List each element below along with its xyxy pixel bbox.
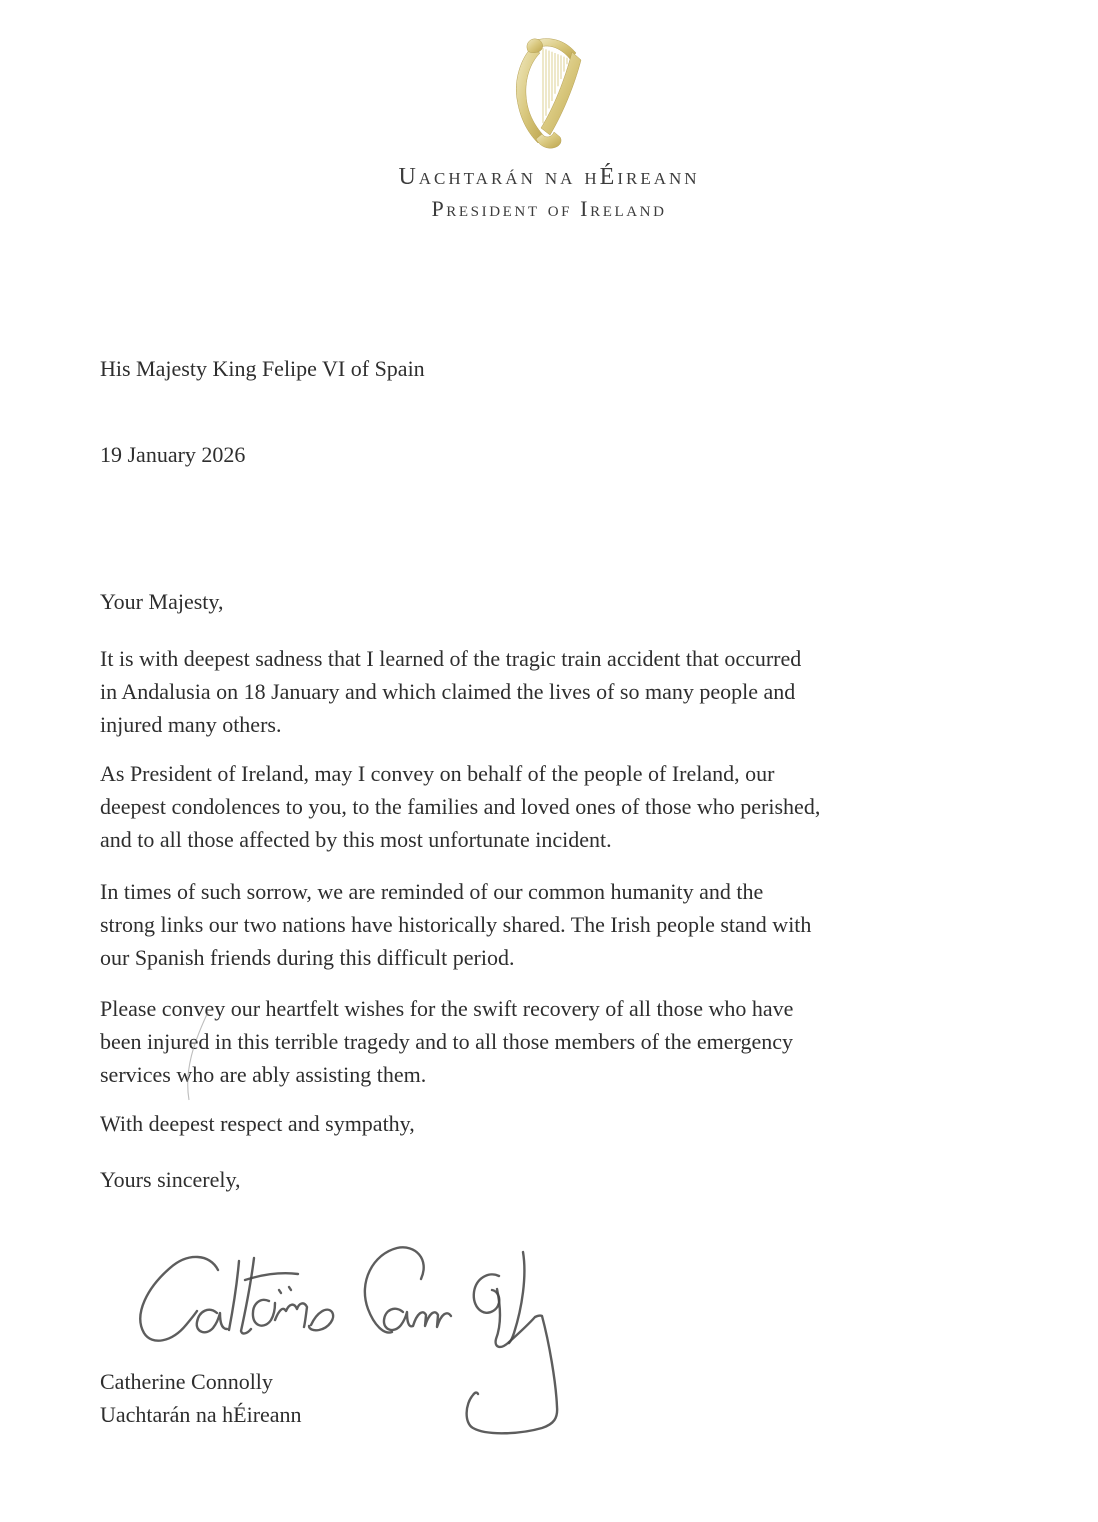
letterhead-title-english: President of Ireland bbox=[431, 196, 667, 221]
signer-block bbox=[100, 1365, 302, 1431]
paragraph-4-line-2: been injured in this terrible tragedy and to all those members of the emergency bbox=[100, 1029, 793, 1054]
paragraph-2-line-3: and to all those affected by this most unfortunate incident. bbox=[100, 827, 612, 852]
paragraph-3-line-3: our Spanish friends during this difficult period. bbox=[100, 945, 515, 970]
paragraph-2 bbox=[100, 757, 820, 856]
signature-handwriting bbox=[118, 1232, 588, 1467]
recipient-line: His Majesty King Felipe VI of Spain bbox=[100, 356, 425, 381]
letterhead-title-irish: Uachtarán na hÉireann bbox=[398, 164, 700, 190]
paragraph-1-line-3: injured many others. bbox=[100, 712, 282, 737]
paragraph-2-line-1: As President of Ireland, may I convey on behalf of the people of Ireland, our bbox=[100, 761, 775, 786]
signer-title: Uachtarán na hÉireann bbox=[100, 1402, 302, 1427]
paragraph-4-line-1: Please convey our heartfelt wishes for the swift recovery of all those who have bbox=[100, 996, 794, 1021]
paragraph-1-line-2: in Andalusia on 18 January and which claimed the lives of so many people and bbox=[100, 679, 796, 704]
paragraph-3-line-1: In times of such sorrow, we are reminded of our common humanity and the bbox=[100, 879, 764, 904]
paragraph-4-line-3: services who are ably assisting them. bbox=[100, 1062, 427, 1087]
scan-crease-artifact bbox=[182, 1008, 216, 1104]
closing-line: With deepest respect and sympathy, bbox=[100, 1111, 415, 1136]
date-line: 19 January 2026 bbox=[100, 442, 246, 467]
signoff-line: Yours sincerely, bbox=[100, 1167, 241, 1192]
paragraph-2-line-2: deepest condolences to you, to the families and loved ones of those who perished, bbox=[100, 794, 821, 819]
paragraph-3 bbox=[100, 875, 811, 974]
paragraph-1-line-1: It is with deepest sadness that I learned of the tragic train accident that occurred bbox=[100, 646, 802, 671]
paragraph-3-line-2: strong links our two nations have historically shared. The Irish people stand with bbox=[100, 912, 812, 937]
irish-harp-emblem-icon bbox=[514, 36, 582, 152]
paragraph-1 bbox=[100, 642, 801, 741]
signer-name: Catherine Connolly bbox=[100, 1369, 273, 1394]
salutation: Your Majesty, bbox=[100, 589, 224, 614]
